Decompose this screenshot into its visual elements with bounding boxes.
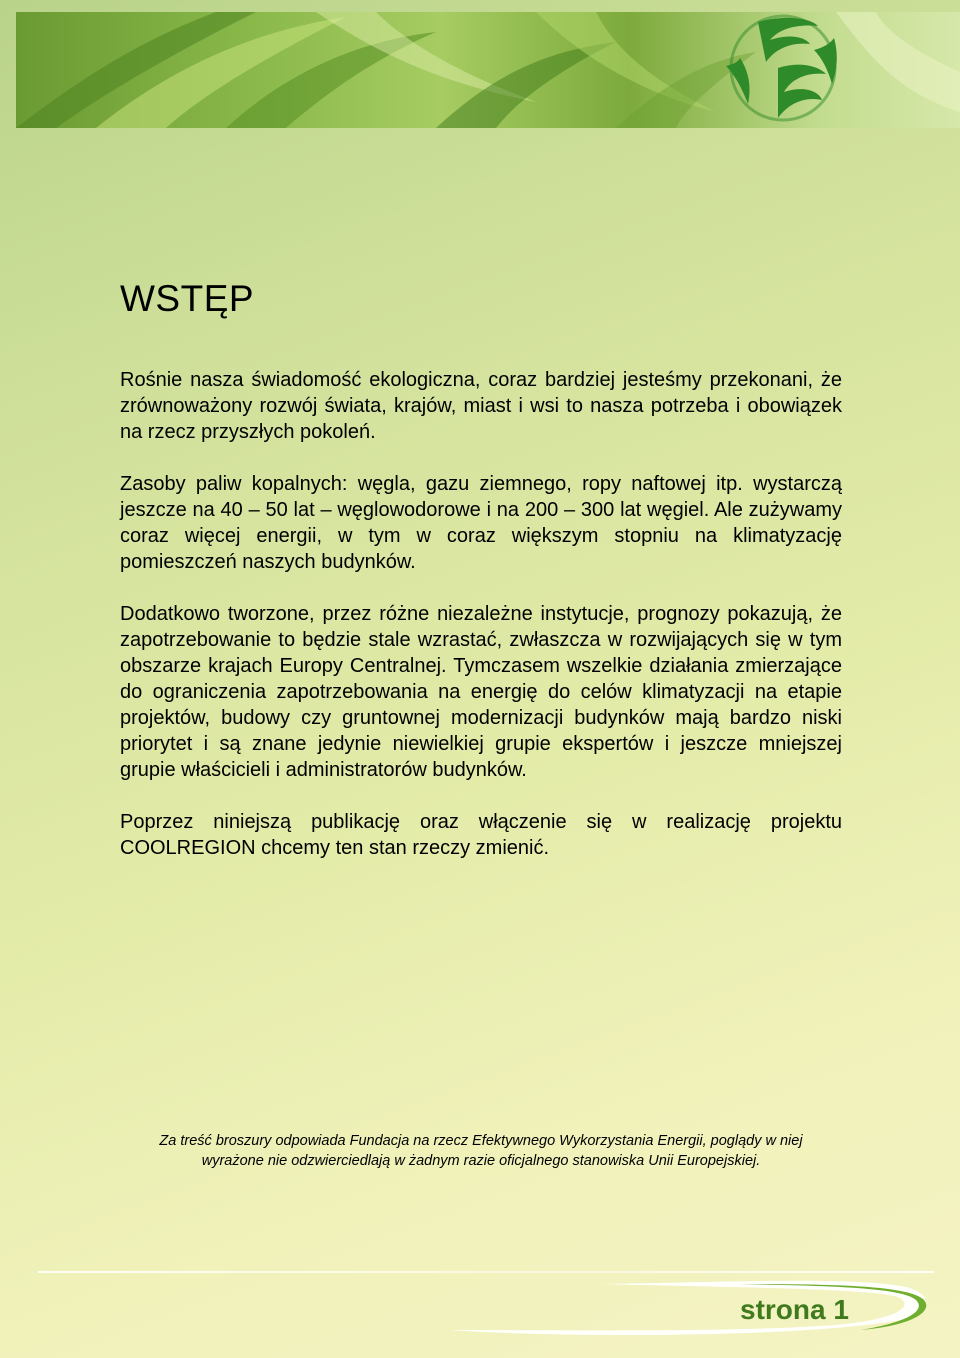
disclaimer-line-2: wyrażone nie odzwierciedlają w żadnym razie oficjalnego stanowiska Unii Europejskiej. bbox=[201, 1153, 761, 1169]
page-title: WSTĘP bbox=[120, 278, 255, 319]
intro-text bbox=[120, 367, 842, 887]
page-number: strona 1 bbox=[740, 1294, 849, 1325]
footer-divider bbox=[38, 1271, 934, 1273]
footer-swoosh bbox=[440, 1278, 940, 1338]
disclaimer-line-1: Za treść broszury odpowiada Fundacja na rzecz Efektywnego Wykorzystania Energii, poglądy w niej bbox=[159, 1133, 803, 1149]
eu-disclaimer bbox=[110, 1131, 852, 1171]
paragraph-forecasts: Dodatkowo tworzone, przez różne niezależne instytucje, prognozy pokazują, że zapotrzebowanie to będzie stale wzrastać, zwłaszcza w rozwijających się w tym obszarze krajach Europy Centralnej. Tymczasem wszelkie działania zmierzające do ograniczenia zapotrzebowania na energię do celów klimatyzacji na etapie projektów, budowy czy gruntownej modernizacji budynków mają bardzo niski priorytet i są znane jedynie niewielkiej grupie ekspertów i jeszcze mniejszej grupie właścicieli i administratorów budynków. bbox=[120, 603, 842, 781]
paragraph-fossil-fuels: Zasoby paliw kopalnych: węgla, gazu ziemnego, ropy naftowej itp. wystarczą jeszcze na 40 – 50 lat – węglowodorowe i na 200 – 300 lat węgiel. Ale zużywamy coraz więcej energii, w tym w coraz większym stopniu na klimatyzację pomieszczeń naszych budynków. bbox=[120, 473, 842, 573]
paragraph-awareness: Rośnie nasza świadomość ekologiczna, coraz bardziej jesteśmy przekonani, że zrównoważony rozwój świata, krajów, miast i wsi to nasza potrzeba i obowiązek na rzecz przyszłych pokoleń. bbox=[120, 369, 842, 443]
fewe-logo bbox=[718, 8, 848, 126]
paragraph-coolregion: Poprzez niniejszą publikację oraz włączenie się w realizację projektu COOLREGION chcemy ten stan rzeczy zmienić. bbox=[120, 811, 842, 859]
